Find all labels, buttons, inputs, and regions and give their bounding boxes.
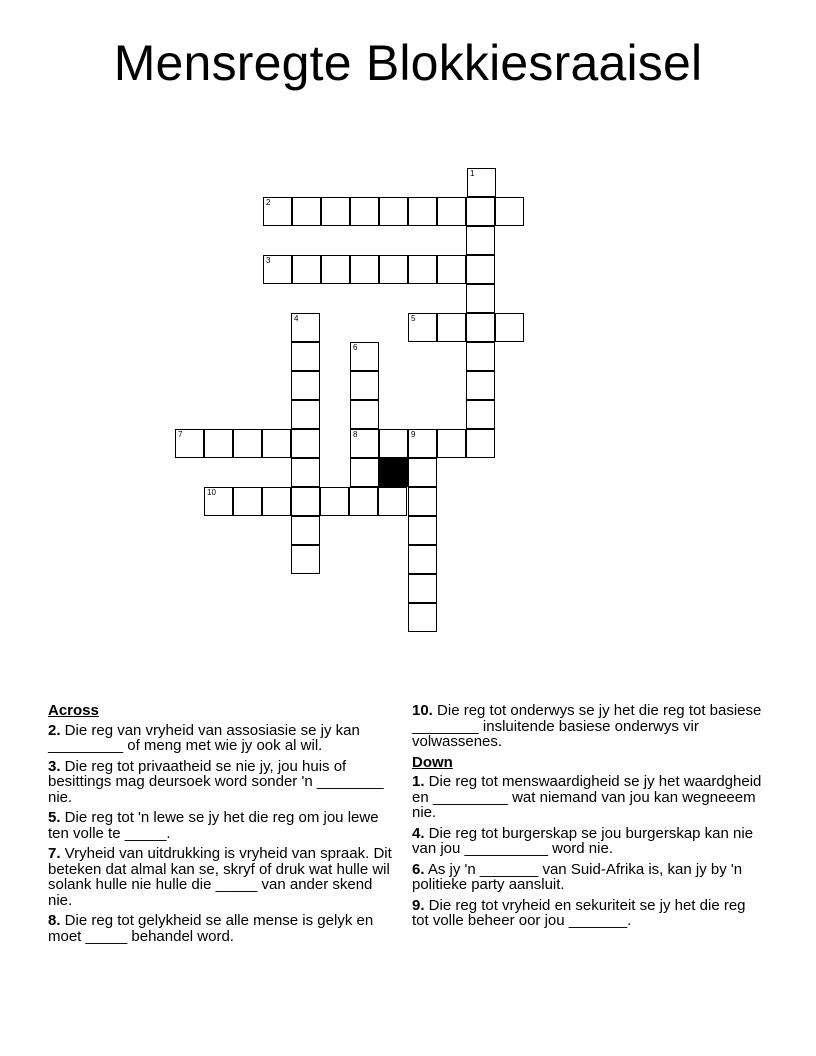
grid-cell[interactable] bbox=[408, 487, 437, 516]
cell-number: 2 bbox=[266, 198, 271, 207]
grid-cell[interactable] bbox=[437, 255, 466, 284]
clue-number: 3. bbox=[48, 757, 61, 775]
grid-cell[interactable] bbox=[408, 574, 437, 603]
grid-cell[interactable] bbox=[466, 226, 495, 255]
grid-cell[interactable] bbox=[408, 255, 437, 284]
grid-cell[interactable] bbox=[350, 255, 379, 284]
clues-right-column bbox=[412, 703, 762, 934]
clue-text: Die reg van vryheid van assosiasie se jy kan _________ of meng met wie jy ook al wil. bbox=[48, 721, 360, 754]
cell-number: 10 bbox=[207, 488, 216, 497]
grid-cell[interactable] bbox=[175, 429, 204, 458]
grid-cell[interactable] bbox=[437, 429, 466, 458]
grid-cell[interactable] bbox=[350, 400, 379, 429]
grid-cell[interactable] bbox=[466, 313, 495, 342]
grid-cell[interactable] bbox=[233, 429, 262, 458]
page-title: Mensregte Blokkiesraaisel bbox=[113, 35, 703, 91]
clue-number: 7. bbox=[48, 845, 61, 862]
clue-down-1 bbox=[412, 774, 762, 821]
clue-down-9 bbox=[412, 898, 762, 929]
grid-cell[interactable] bbox=[291, 313, 320, 342]
grid-cell[interactable] bbox=[292, 255, 321, 284]
clue-text: Die reg tot menswaardigheid se jy het waardgheid en _________ wat niemand van jou kan wegneeem nie. bbox=[412, 773, 762, 821]
grid-cell[interactable] bbox=[350, 371, 379, 400]
clue-number: 5. bbox=[48, 809, 61, 826]
clue-across-2 bbox=[48, 723, 398, 754]
clue-number: 4. bbox=[412, 824, 425, 842]
grid-cell[interactable] bbox=[262, 429, 291, 458]
grid-cell[interactable] bbox=[437, 197, 466, 226]
clue-across-3 bbox=[48, 759, 398, 806]
grid-cell[interactable] bbox=[408, 545, 437, 574]
black-cell bbox=[379, 458, 408, 487]
grid-cell[interactable] bbox=[291, 371, 320, 400]
clue-across-5 bbox=[48, 810, 398, 841]
grid-cell[interactable] bbox=[495, 313, 524, 342]
grid-cell[interactable] bbox=[291, 429, 320, 458]
cell-number: 9 bbox=[411, 430, 416, 439]
clue-text: Die reg tot gelykheid se alle mense is gelyk en moet _____ behandel word. bbox=[48, 912, 374, 945]
cell-number: 8 bbox=[353, 430, 358, 439]
grid-cell[interactable] bbox=[437, 313, 466, 342]
grid-cell[interactable] bbox=[350, 429, 379, 458]
grid-cell[interactable] bbox=[379, 255, 408, 284]
grid-cell[interactable] bbox=[467, 168, 496, 197]
clue-across-7 bbox=[48, 846, 398, 908]
grid-cell[interactable] bbox=[350, 197, 379, 226]
grid-cell[interactable] bbox=[466, 255, 495, 284]
cell-number: 4 bbox=[294, 314, 299, 323]
grid-cell[interactable] bbox=[408, 516, 437, 545]
clue-text: As jy 'n _______ van Suid-Afrika is, kan jy by 'n politieke party aansluit. bbox=[412, 860, 743, 893]
clue-text: Die reg tot burgerskap se jou burgerskap kan nie van jou __________ word nie. bbox=[412, 824, 754, 857]
clue-text: Die reg tot vryheid en sekuriteit se jy het die reg tot volle beheer oor jou _______. bbox=[412, 896, 746, 929]
grid-cell[interactable] bbox=[350, 458, 379, 487]
cell-number: 5 bbox=[411, 314, 416, 323]
clue-down-4 bbox=[412, 826, 762, 857]
grid-cell[interactable] bbox=[204, 487, 233, 516]
grid-cell[interactable] bbox=[291, 458, 320, 487]
grid-cell[interactable] bbox=[291, 487, 320, 516]
grid-cell[interactable] bbox=[291, 342, 320, 371]
clue-text: Vryheid van uitdrukking is vryheid van spraak. Dit beteken dat almal kan se, skryf of druk wat hulle wil solank hulle nie hulle die _____ van ander skend nie. bbox=[48, 845, 392, 909]
grid-cell[interactable] bbox=[466, 400, 495, 429]
grid-cell[interactable] bbox=[262, 487, 291, 516]
cell-number: 1 bbox=[470, 169, 475, 178]
grid-cell[interactable] bbox=[466, 429, 495, 458]
grid-cell[interactable] bbox=[233, 487, 262, 516]
grid-cell[interactable] bbox=[408, 313, 437, 342]
clue-across-8 bbox=[48, 913, 398, 944]
grid-cell[interactable] bbox=[408, 603, 437, 632]
clues-left-column bbox=[48, 703, 398, 949]
grid-cell[interactable] bbox=[204, 429, 233, 458]
grid-cell[interactable] bbox=[408, 197, 437, 226]
grid-cell[interactable] bbox=[291, 516, 320, 545]
cell-number: 7 bbox=[178, 430, 183, 439]
clue-down-6 bbox=[412, 862, 762, 893]
grid-cell[interactable] bbox=[291, 400, 320, 429]
cell-number: 6 bbox=[353, 343, 358, 352]
clue-across-10 bbox=[412, 703, 762, 750]
grid-cell[interactable] bbox=[321, 197, 350, 226]
grid-cell[interactable] bbox=[292, 197, 321, 226]
grid-cell[interactable] bbox=[495, 197, 524, 226]
clue-number: 8. bbox=[48, 912, 61, 929]
grid-cell[interactable] bbox=[378, 487, 407, 516]
grid-cell[interactable] bbox=[320, 487, 349, 516]
grid-cell[interactable] bbox=[349, 487, 378, 516]
clue-number: 6. bbox=[412, 860, 425, 878]
clue-text: Die reg tot 'n lewe se jy het die reg om jou lewe ten volle te _____. bbox=[48, 809, 379, 842]
grid-cell[interactable] bbox=[379, 197, 408, 226]
grid-cell[interactable] bbox=[466, 284, 495, 313]
clue-number: 2. bbox=[48, 721, 61, 739]
grid-cell[interactable] bbox=[321, 255, 350, 284]
clue-number: 1. bbox=[412, 773, 425, 790]
grid-cell[interactable] bbox=[466, 197, 495, 226]
cell-number: 3 bbox=[266, 256, 271, 265]
grid-cell[interactable] bbox=[408, 458, 437, 487]
grid-cell[interactable] bbox=[263, 255, 292, 284]
clue-number: 10. bbox=[412, 702, 433, 719]
grid-cell[interactable] bbox=[466, 342, 495, 371]
across-heading: Across bbox=[48, 702, 99, 719]
grid-cell[interactable] bbox=[408, 429, 437, 458]
clue-text: Die reg tot privaatheid se nie jy, jou huis of besittings mag deursoek word sonder 'n ________ nie. bbox=[48, 757, 384, 806]
grid-cell[interactable] bbox=[466, 371, 495, 400]
grid-cell[interactable] bbox=[263, 197, 292, 226]
clue-number: 9. bbox=[412, 896, 425, 914]
grid-cell[interactable] bbox=[291, 545, 320, 574]
down-heading: Down bbox=[412, 753, 453, 771]
clue-text: Die reg tot onderwys se jy het die reg tot basiese ________ insluitende basiese onderwys vir volwassenes. bbox=[412, 702, 762, 750]
grid-cell[interactable] bbox=[379, 429, 408, 458]
grid-cell[interactable] bbox=[350, 342, 379, 371]
